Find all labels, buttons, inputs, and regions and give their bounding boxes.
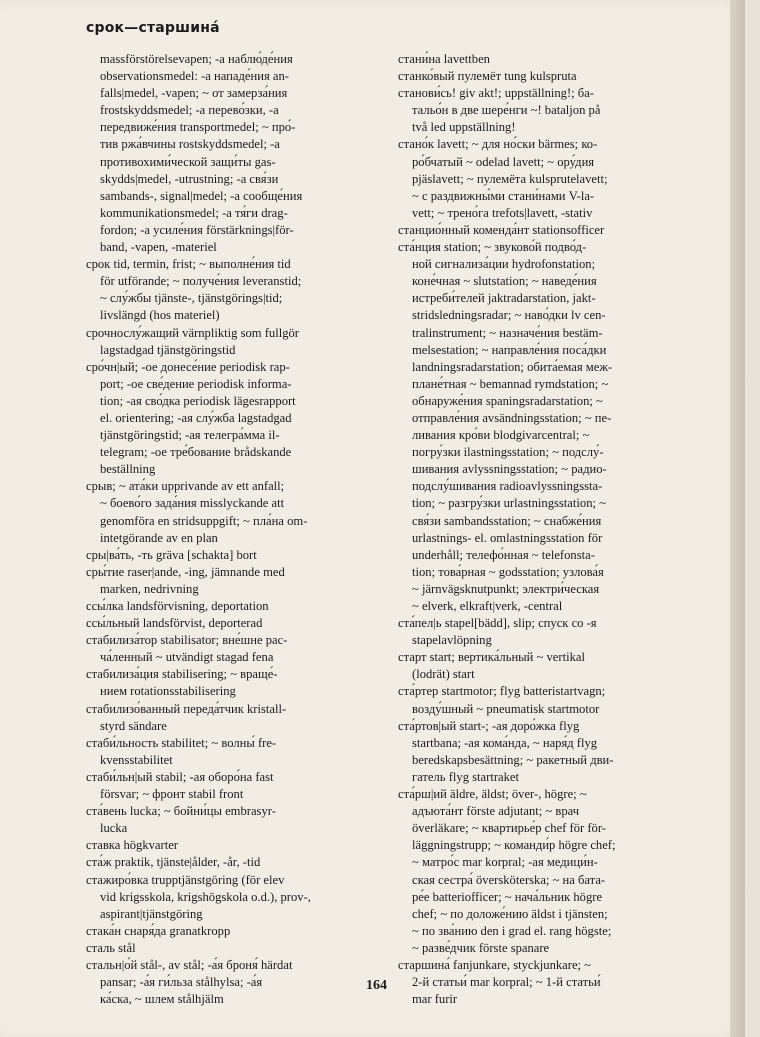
- entry-line: срочнослу́жащий värnpliktig som fullgör: [86, 325, 299, 340]
- entry-line: стажиро́вка trupptjänstgöring (för elev: [86, 872, 285, 887]
- entry-line: ~ матро́с mar korpral; -ая медици́н-: [412, 855, 598, 870]
- entry-line: stapelavlöpning: [412, 633, 492, 648]
- entry-line: гатель flyg startraket: [412, 769, 519, 784]
- entry-line: ~ с раздвижны́ми стани́нами V-la-: [412, 188, 595, 203]
- entry-line: urlastnings- el. omlastningsstation för: [412, 530, 603, 545]
- entry-line: 2-й статьи́ mar korpral; ~ 1-й статьи́: [412, 975, 601, 990]
- entry-line: тив ржа́вчины rostskyddsmedel; -а: [100, 137, 280, 152]
- entry-line: ро́бчатый ~ odelad lavett; ~ ору́дия: [412, 154, 595, 169]
- entry-line: ной сигнализа́ции hydrofonstation;: [412, 257, 596, 272]
- entry-line: ста́ртер startmotor; flyg batteristartvagn;: [398, 684, 606, 699]
- entry-line: станови́сь! giv akt!; uppställning!; ба-: [398, 86, 595, 101]
- entry-line: ста́ж praktik, tjänste|ålder, -år, -tid: [86, 855, 261, 870]
- entry-line: aspirant|tjänstgöring: [100, 906, 203, 921]
- entry-line: intetgörande av en plan: [100, 530, 218, 545]
- entry-line: стани́на lavettben: [398, 52, 490, 66]
- entry-line: ~ слу́жбы tjänste-, tjänstgörings|tid;: [100, 291, 283, 306]
- entry-line: melsestation; ~ направле́ния поса́дки: [412, 342, 607, 357]
- entry-line: истреби́телей jaktradarstation, jakt-: [412, 291, 596, 306]
- entry-line: стаби́льн|ый stabil; -ая оборо́на fast: [86, 769, 274, 784]
- entry-line: ста́пел|ь stapel[bädd], slip; спуск со -я: [398, 616, 597, 631]
- entry-line: ка́ска, ~ шлем stålhjälm: [100, 992, 224, 1007]
- entry-line: tion; ~ разгру́зки urlastningsstation; ~: [412, 496, 606, 511]
- entry-line: станко́вый пулемёт tung kulspruta: [398, 69, 577, 84]
- entry-line: отправле́ния avsändningsstation; ~ пе-: [412, 410, 612, 425]
- entry-line: el. orientering; -ая слу́жба lagstadgad: [100, 410, 292, 425]
- entry-line: frostskyddsmedel; -а перево́зки, -а: [100, 103, 279, 118]
- entry-line: landningsradarstation; обита́емая меж-: [412, 359, 613, 374]
- entry-line: коне́чная ~ slutstation; ~ наведе́ния: [412, 274, 597, 289]
- entry-line: ливания кро́ви blodgivarcentral; ~: [412, 428, 590, 443]
- entry-line: ста́ртов|ый start-; -ая доро́жка flyg: [398, 718, 580, 733]
- entry-line: tion; -ая сво́дка periodisk lägesrapport: [100, 393, 296, 408]
- entry-line: ста́вень lucka; ~ бойни́цы embrasyr-: [86, 804, 276, 819]
- entry-line: ~ по зва́нию den i grad el. rang högste;: [412, 923, 612, 938]
- entry-line: falls|medel, -vapen; ~ от замерза́ния: [100, 86, 288, 101]
- entry-line: ре́е batteriofficer; ~ нача́льник högre: [412, 889, 603, 904]
- entry-line: нием rotationsstabilisering: [100, 684, 236, 699]
- entry-line: ставка högkvarter: [86, 838, 178, 853]
- entry-line: погру́зки ilastningsstation; ~ подслу́-: [412, 445, 604, 460]
- entry-line: ~ elverk, elkraft|verk, -central: [412, 599, 563, 613]
- entry-line: tralinstrument; ~ назначе́ния bestäm-: [412, 325, 603, 340]
- entry-line: сталь stål: [86, 940, 136, 955]
- left-column: [86, 51, 372, 1008]
- entry-line: vett; ~ трено́га trefots|lavett, -stativ: [412, 205, 593, 220]
- entry-line: стабилизо́ванный переда́тчик kristall-: [86, 701, 287, 716]
- entry-line: tjänstgöringstid; -ая телегра́мма il-: [100, 428, 280, 443]
- entry-line: передвиже́ния transportmedel; ~ про́-: [100, 120, 296, 135]
- entry-line: стаби́льность stabilitet; ~ волны́ fre-: [86, 735, 277, 750]
- entry-line: стабилиза́тор stabilisator; вне́шне рас-: [86, 633, 288, 648]
- entry-line: livslängd (hos materiel): [100, 308, 220, 323]
- entry-line: срок tid, termin, frist; ~ выполне́ния tid: [86, 257, 291, 272]
- entry-line: ста́нция station; ~ звуково́й подво́д-: [398, 240, 587, 255]
- page-edge: [730, 0, 745, 1037]
- entry-line: startbana; -ая кома́нда, ~ наря́д flyg: [412, 735, 598, 750]
- entry-line: observationsmedel: -а нападе́ния an-: [100, 69, 289, 84]
- entry-line: läggningstrupp; ~ команди́р högre chef;: [412, 838, 616, 853]
- entry-line: ссы́льный landsförvist, deporterad: [86, 616, 263, 631]
- entry-line: станцио́нный коменда́нт stationsofficer: [398, 222, 605, 237]
- entry-line: beredskapsbesättning; ~ ракетный дви-: [412, 752, 614, 767]
- entry-line: vid krigsskola, krigshögskola o.d.), prov-,: [100, 889, 311, 904]
- entry-line: старт start; вертика́льный ~ vertikal: [398, 650, 585, 665]
- entry-line: свя́зи sambandsstation; ~ снабже́ния: [412, 513, 602, 528]
- entry-line: ская сестра́ översköterska; ~ на бата-: [412, 872, 606, 887]
- entry-line: för utförande; ~ получе́ния leveranstid;: [100, 274, 302, 289]
- entry-line: styrd sändare: [100, 718, 167, 733]
- entry-line: stridsledningsradar; ~ наво́дки lv cen-: [412, 308, 606, 323]
- entry-line: сро́чн|ый; -ое донесе́ние periodisk rap-: [86, 359, 290, 374]
- entry-line: сры|ва́ть, -ть gräva [schakta] bort: [86, 547, 257, 562]
- entry-line: massförstörelsevapen; -а наблю́де́ния: [100, 52, 293, 66]
- entry-line: tion; това́рная ~ godsstation; узлова́я: [412, 564, 604, 579]
- entry-line: kommunikationsmedel; -а тя́ги drag-: [100, 205, 288, 220]
- right-column: [398, 51, 696, 1008]
- page-number: 164: [366, 978, 387, 993]
- entry-line: обнаруже́ния spaningsradarstation; ~: [412, 393, 603, 408]
- entry-line: плане́тная ~ bemannad rymdstation; ~: [412, 376, 609, 391]
- entry-line: marken, nedrivning: [100, 581, 199, 596]
- entry-line: underhåll; телефо́нная ~ telefonsta-: [412, 547, 595, 562]
- entry-line: срыв; ~ ата́ки upprivande av ett anfall;: [86, 479, 285, 494]
- entry-line: ~ järnvägsknutpunkt; электри́ческая: [412, 581, 600, 596]
- entry-line: genomföra en stridsuppgift; ~ пла́на om-: [100, 513, 308, 528]
- entry-line: возду́шный ~ pneumatisk startmotor: [412, 701, 600, 716]
- entry-line: ~ боево́го зада́ния misslyckande att: [100, 496, 285, 511]
- entry-line: ста́рш|ий äldre, äldst; över-, högre; ~: [398, 787, 587, 802]
- entry-line: старшина́ fanjunkare, styckjunkare; ~: [398, 957, 591, 972]
- entry-line: band, -vapen, -materiel: [100, 240, 217, 255]
- running-head: срок—старшина́: [86, 20, 220, 36]
- entry-line: sambands-, signal|medel; -а сообще́ния: [100, 188, 303, 203]
- entry-line: beställning: [100, 462, 156, 477]
- entry-line: стабилиза́ция stabilisering; ~ враще́-: [86, 667, 278, 682]
- entry-line: стака́н снаря́да granatkropp: [86, 923, 231, 938]
- entry-line: mar furir: [412, 992, 458, 1007]
- entry-line: ~ разве́дчик förste spanare: [412, 940, 550, 955]
- entry-line: стано́к lavett; ~ для но́ски bärmes; ко-: [398, 137, 598, 152]
- entry-line: адъюта́нт förste adjutant; ~ врач: [412, 804, 580, 819]
- entry-line: шивания avlyssningsstation; ~ радио-: [412, 462, 607, 477]
- entry-line: fordon; -а усиле́ния förstärknings|för-: [100, 222, 294, 237]
- entry-line: överläkare; ~ квартирье́р chef för för-: [412, 821, 606, 836]
- entry-line: lagstadgad tjänstgöringstid: [100, 342, 236, 357]
- entry-line: skydds|medel, -utrustning; -а свя́зи: [100, 171, 279, 186]
- entry-line: två led uppställning!: [412, 120, 516, 135]
- entry-line: port; -ое све́дение periodisk informa-: [100, 376, 292, 391]
- entry-line: сры́тие raser|ande, -ing, jämnande med: [86, 564, 285, 579]
- entry-line: kvensstabilitet: [100, 752, 173, 767]
- entry-line: противохими́ческой защи́ты gas-: [100, 154, 276, 169]
- entry-line: ссы́лка landsförvisning, deportation: [86, 599, 269, 613]
- entry-line: lucka: [100, 821, 128, 836]
- entry-line: pansar; -а́я ги́льза stålhylsa; -а́я: [100, 975, 263, 990]
- entry-line: försvar; ~ фронт stabil front: [100, 787, 244, 802]
- entry-line: telegram; -ое тре́бование brådskande: [100, 445, 292, 460]
- entry-line: тальо́н в две шере́нги ~! bataljon på: [412, 103, 601, 118]
- entry-line: (lodrät) start: [412, 667, 475, 682]
- entry-line: стальн|о́й stål-, av stål; -а́я броня́ härdat: [86, 957, 293, 972]
- entry-line: ча́ленный ~ utvändigt stagad fena: [100, 650, 274, 665]
- entry-line: подслу́шивания radioavlyssningssta-: [412, 479, 603, 494]
- entry-line: chef; ~ по доложе́нию äldst i tjänsten;: [412, 906, 608, 921]
- entry-line: pjäslavett; ~ пулемёта kulsprutelavett;: [412, 171, 608, 186]
